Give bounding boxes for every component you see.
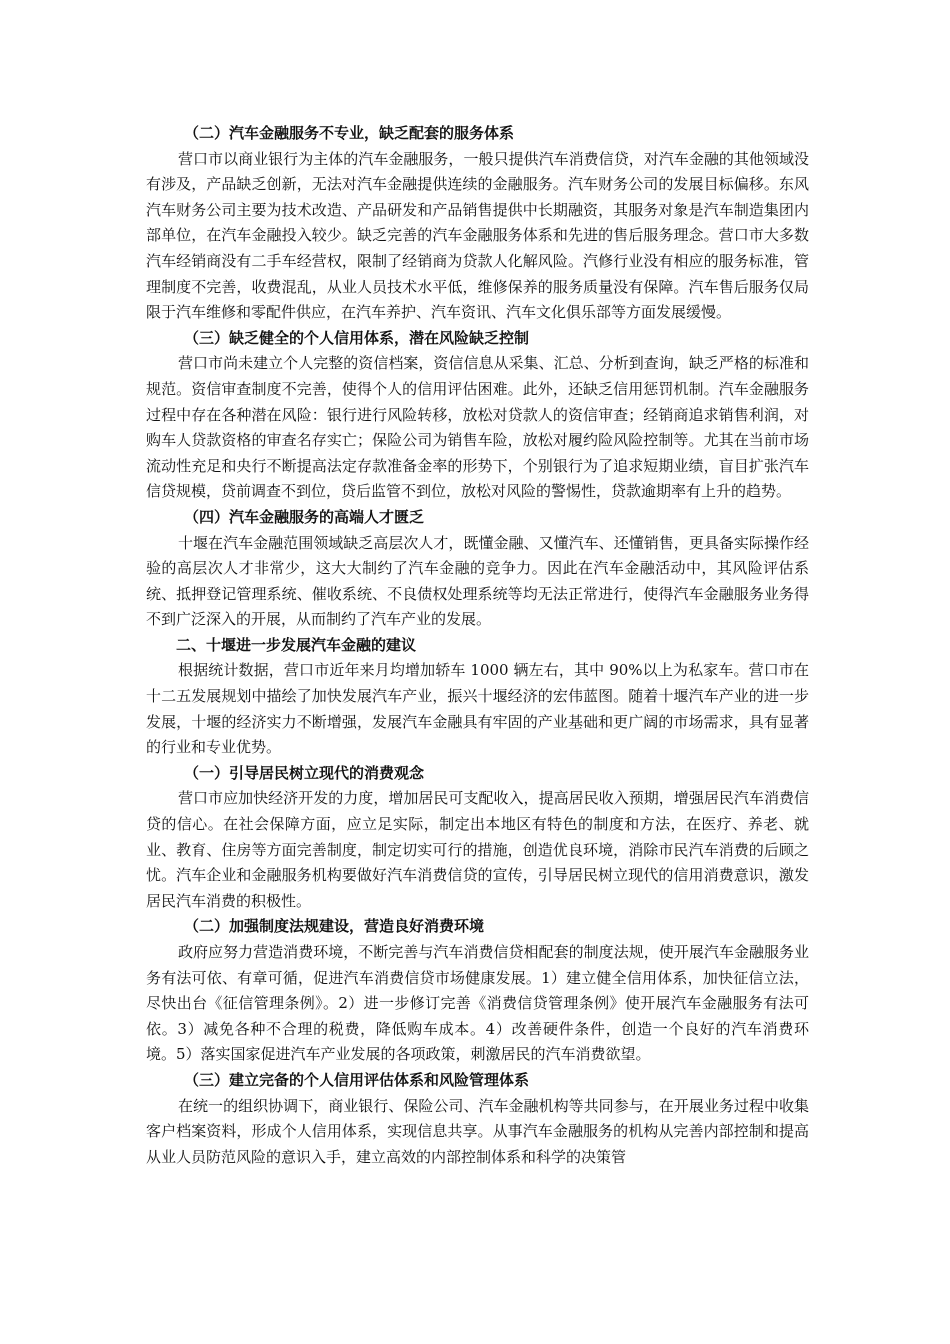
body-paragraph: 十堰在汽车金融范围领域缺乏高层次人才，既懂金融、又懂汽车、还懂销售，更具备实际操作经验的高层次人才非常少，这大大制约了汽车金融的竞争力。因此在汽车金融活动中，其风险评估系统、抵押登记管理系统、催收系统、不良债权处理系统等均无法正常进行，使得汽车金融服务业务得不到广泛深入的开展，从而制约了汽车产业的发展。 — [146, 533, 809, 629]
section-heading: （一）引导居民树立现代的消费观念 — [184, 763, 425, 782]
body-paragraph: 营口市尚未建立个人完整的资信档案，资信信息从采集、汇总、分析到查询，缺乏严格的标准和规范。资信审查制度不完善，使得个人的信用评估困难。此外，还缺乏信用惩罚机制。汽车金融服务过程中存在各种潜在风险：银行进行风险转移，放松对贷款人的资信审查；经销商追求销售利润，对购车人贷款资格的审查名存实亡；保险公司为销售车险，放松对履约险风险控制等。尤其在当前市场流动性充足和央行不断提高法定存款准备金率的形势下，个别银行为了追求短期业绩，盲目扩张汽车信贷规模，贷前调查不到位，贷后监管不到位，放松对风险的警惕性，贷款逾期率有上升的趋势。 — [146, 354, 809, 501]
body-paragraph: 营口市以商业银行为主体的汽车金融服务，一般只提供汽车消费信贷，对汽车金融的其他领域没有涉及，产品缺乏创新，无法对汽车金融提供连续的金融服务。汽车财务公司的发展目标偏移。东风汽车财务公司主要为技术改造、产品研发和产品销售提供中长期融资，其服务对象是汽车制造集团内部单位，在汽车金融投入较少。缺乏完善的汽车金融服务体系和先进的售后服务理念。营口市大多数汽车经销商没有二手车经营权，限制了经销商为贷款人化解风险。汽修行业没有相应的服务标准，管理制度不完善，收费混乱，从业人员技术水平低，维修保养的服务质量没有保障。汽车售后服务仅局限于汽车维修和零配件供应，在汽车养护、汽车资讯、汽车文化俱乐部等方面发展缓慢。 — [146, 149, 809, 322]
document-page — [146, 121, 809, 1170]
section-heading: （三）缺乏健全的个人信用体系，潜在风险缺乏控制 — [184, 328, 530, 347]
section-heading: （二）汽车金融服务不专业，缺乏配套的服务体系 — [184, 124, 515, 142]
body-paragraph: 根据统计数据，营口市近年来月均增加轿车 1000 辆左右，其中 90%以上为私家车。营口市在十二五发展规划中描绘了加快发展汽车产业，振兴十堰经济的宏伟蓝图。随着十堰汽车产业的进一步发展，十堰的经济实力不断增强，发展汽车金融具有牢固的产业基础和更广阔的市场需求，具有显著的行业和专业优势。 — [146, 661, 809, 757]
section-heading: （四）汽车金融服务的高端人才匮乏 — [184, 507, 425, 526]
chapter-heading: 二、十堰进一步发展汽车金融的建议 — [176, 635, 417, 654]
section-heading: （二）加强制度法规建设，营造良好消费环境 — [184, 917, 485, 936]
section-heading: （三）建立完备的个人信用评估体系和风险管理体系 — [184, 1070, 530, 1089]
body-paragraph: 营口市应加快经济开发的力度，增加居民可支配收入，提高居民收入预期，增强居民汽车消费信贷的信心。在社会保障方面，应立足实际，制定出本地区有特色的制度和方法，在医疗、养老、就业、教育、住房等方面完善制度，制定切实可行的措施，创造优良环境，消除市民汽车消费的后顾之忧。汽车企业和金融服务机构要做好汽车消费信贷的宣传，引导居民树立现代的信用消费意识，激发居民汽车消费的积极性。 — [146, 789, 809, 910]
body-paragraph: 在统一的组织协调下，商业银行、保险公司、汽车金融机构等共同参与，在开展业务过程中收集客户档案资料，形成个人信用体系，实现信息共享。从事汽车金融服务的机构从完善内部控制和提高从业人员防范风险的意识入手，建立高效的内部控制体系和科学的决策管 — [146, 1096, 809, 1166]
body-paragraph: 政府应努力营造消费环境，不断完善与汽车消费信贷相配套的制度法规，使开展汽车金融服务业务有法可依、有章可循，促进汽车消费信贷市场健康发展。1）建立健全信用体系，加快征信立法，尽快出台《征信管理条例》。2）进一步修订完善《消费信贷管理条例》使开展汽车金融服务有法可依。3）减免各种不合理的税费，降低购车成本。4）改善硬件条件，创造一个良好的汽车消费环境。5）落实国家促进汽车产业发展的各项政策，刺激居民的汽车消费欲望。 — [146, 943, 809, 1064]
